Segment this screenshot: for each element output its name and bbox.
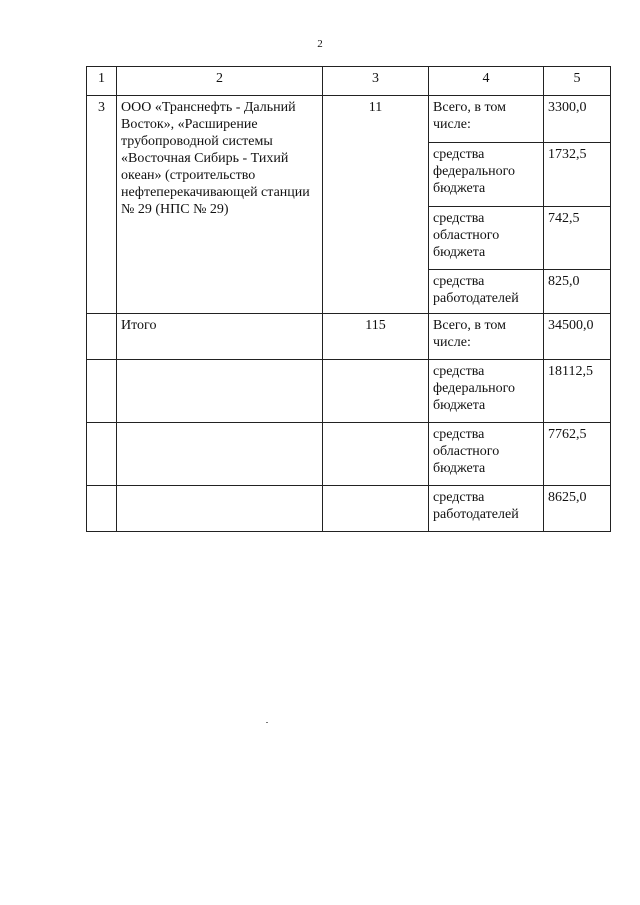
funding-label: средства областного бюджета bbox=[429, 423, 544, 486]
funding-label: средства федерального бюджета bbox=[429, 360, 544, 423]
empty-cell bbox=[117, 360, 323, 423]
empty-cell bbox=[87, 360, 117, 423]
empty-cell bbox=[117, 423, 323, 486]
table-row bbox=[87, 486, 611, 532]
empty-cell bbox=[323, 360, 429, 423]
funding-amount: 742,5 bbox=[544, 207, 611, 270]
funding-amount: 3300,0 bbox=[544, 96, 611, 143]
funding-amount: 7762,5 bbox=[544, 423, 611, 486]
funding-label: средства работодателей bbox=[429, 270, 544, 314]
table-row bbox=[87, 360, 611, 423]
total-label: Итого bbox=[117, 314, 323, 360]
funding-table bbox=[86, 66, 611, 532]
empty-cell bbox=[87, 423, 117, 486]
empty-cell bbox=[87, 314, 117, 360]
quantity-cell: 11 bbox=[323, 96, 429, 314]
header-col-4: 4 bbox=[429, 67, 544, 96]
funding-label: Всего, в том числе: bbox=[429, 314, 544, 360]
header-col-2: 2 bbox=[117, 67, 323, 96]
header-col-3: 3 bbox=[323, 67, 429, 96]
funding-amount: 1732,5 bbox=[544, 143, 611, 207]
total-quantity: 115 bbox=[323, 314, 429, 360]
funding-label: средства работодателей bbox=[429, 486, 544, 532]
funding-amount: 18112,5 bbox=[544, 360, 611, 423]
funding-amount: 8625,0 bbox=[544, 486, 611, 532]
scan-speck bbox=[266, 722, 268, 723]
funding-amount: 825,0 bbox=[544, 270, 611, 314]
organization-cell: ООО «Транснефть - Дальний Восток», «Расширение трубопроводной системы «Восточная Сибирь - Тихий океан» (строительство нефтеперекачивающей станции № 29 (НПС № 29) bbox=[117, 96, 323, 314]
header-col-5: 5 bbox=[544, 67, 611, 96]
table-row bbox=[87, 314, 611, 360]
funding-label: Всего, в том числе: bbox=[429, 96, 544, 143]
funding-label: средства федерального бюджета bbox=[429, 143, 544, 207]
funding-label: средства областного бюджета bbox=[429, 207, 544, 270]
empty-cell bbox=[87, 486, 117, 532]
page-number: 2 bbox=[317, 38, 323, 50]
funding-amount: 34500,0 bbox=[544, 314, 611, 360]
table-row bbox=[87, 423, 611, 486]
table-row bbox=[87, 96, 611, 143]
row-number: 3 bbox=[87, 96, 117, 314]
empty-cell bbox=[117, 486, 323, 532]
header-col-1: 1 bbox=[87, 67, 117, 96]
table-header-row bbox=[87, 67, 611, 96]
empty-cell bbox=[323, 423, 429, 486]
empty-cell bbox=[323, 486, 429, 532]
